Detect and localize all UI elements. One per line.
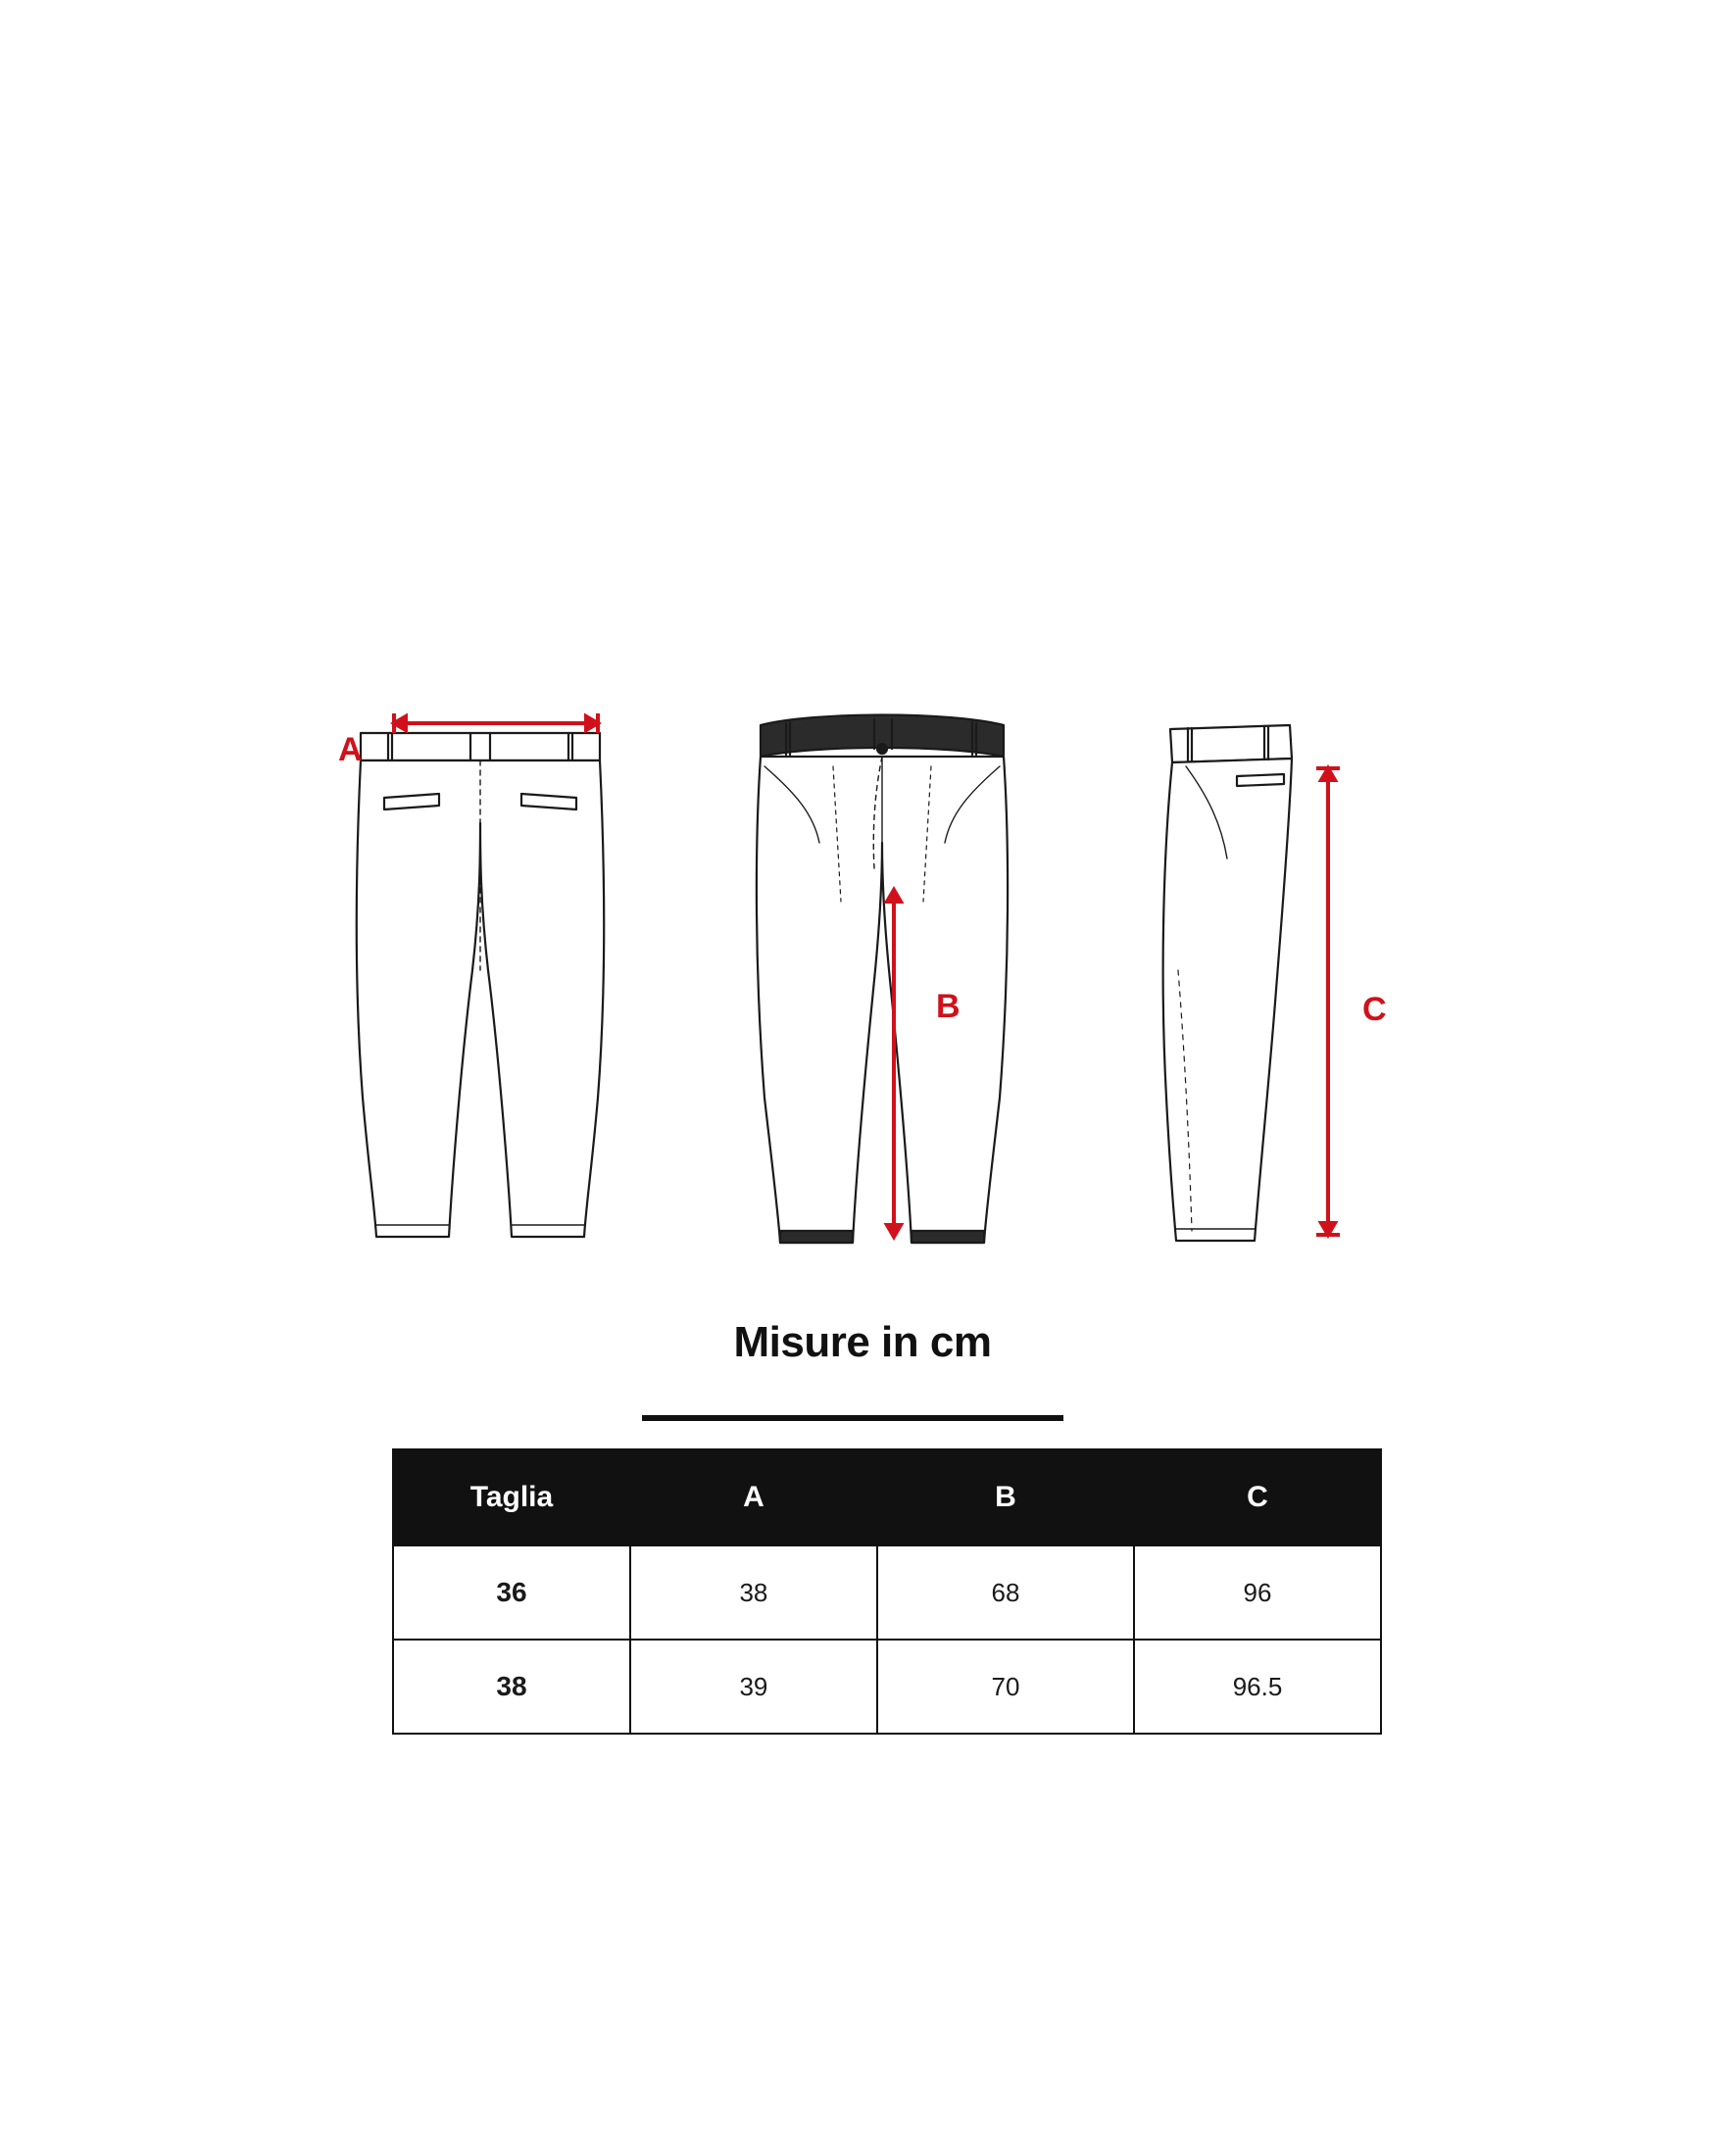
cell-a: 38 (630, 1545, 877, 1640)
figures-row (0, 676, 1725, 1264)
cell-size: 36 (393, 1545, 630, 1640)
header-a: A (630, 1449, 877, 1545)
size-table (392, 1448, 1382, 1735)
table-header-row (393, 1449, 1381, 1545)
cell-c: 96 (1134, 1545, 1381, 1640)
caption-divider (642, 1415, 1063, 1421)
cell-a: 39 (630, 1640, 877, 1734)
header-b: B (877, 1449, 1134, 1545)
header-c: C (1134, 1449, 1381, 1545)
measure-label-a: A (338, 731, 363, 768)
measurements-caption: Misure in cm (733, 1318, 992, 1366)
cell-b: 68 (877, 1545, 1134, 1640)
measure-label-b: B (936, 988, 961, 1025)
cell-c: 96.5 (1134, 1640, 1381, 1734)
table-row (393, 1640, 1381, 1734)
cell-b: 70 (877, 1640, 1134, 1734)
cell-size: 38 (393, 1640, 630, 1734)
table-row (393, 1545, 1381, 1640)
measure-label-c: C (1362, 991, 1387, 1028)
header-taglia: Taglia (393, 1449, 630, 1545)
measurement-arrows (0, 676, 1725, 1264)
